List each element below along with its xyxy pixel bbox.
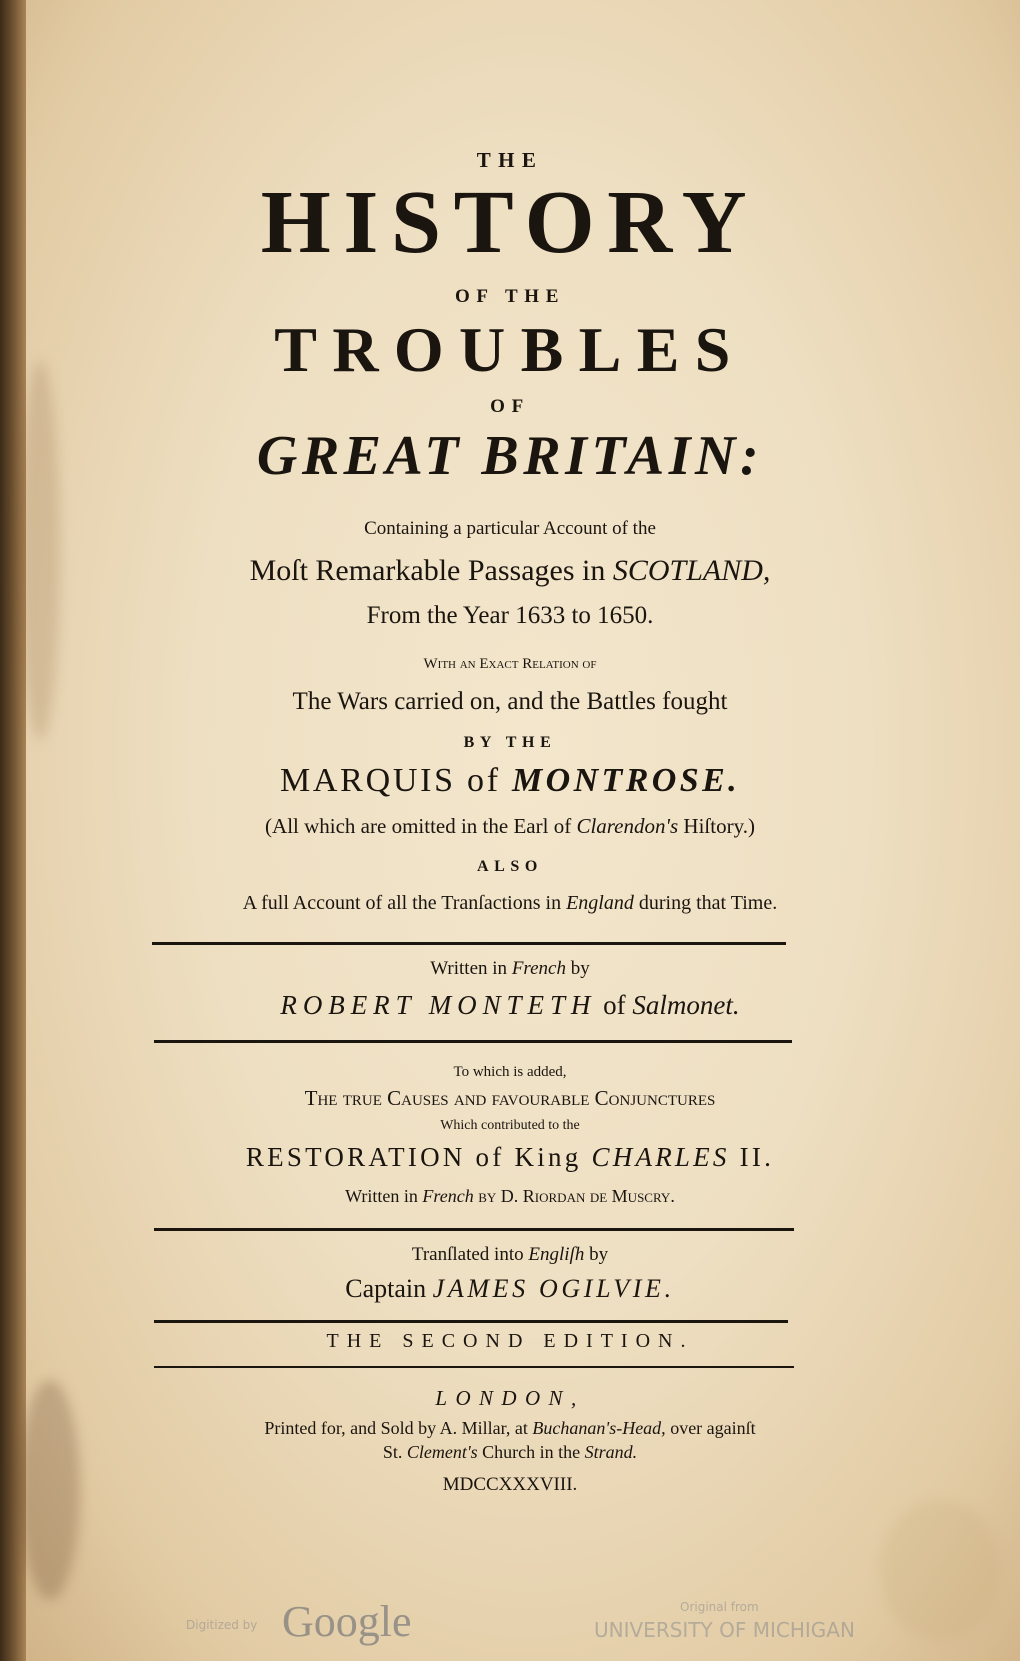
divider-rule bbox=[154, 1366, 794, 1368]
digitized-by-label: Digitized by bbox=[186, 1618, 258, 1632]
riordan-french: French bbox=[422, 1186, 474, 1206]
divider-rule bbox=[152, 942, 786, 945]
author-place: Salmonet. bbox=[632, 990, 740, 1020]
imprint-line1 bbox=[0, 1418, 1020, 1439]
title-history: HISTORY bbox=[260, 173, 760, 272]
author-name: ROBERT MONTETH bbox=[280, 990, 597, 1020]
captain-word: Captain bbox=[345, 1274, 427, 1303]
divider-rule bbox=[154, 1040, 792, 1043]
scotland-word: SCOTLAND, bbox=[612, 554, 771, 587]
charles-name: CHARLES bbox=[591, 1142, 730, 1172]
riordan-name: by D. Riordan de Muscry. bbox=[478, 1186, 675, 1206]
addition-line1: To which is added, bbox=[453, 1064, 567, 1080]
transactions-a: A full Account of all the Tranſactions in bbox=[242, 892, 562, 914]
clarendon-note bbox=[0, 814, 1020, 839]
translated-line bbox=[0, 1244, 1020, 1266]
imprint-line2-d: Strand. bbox=[584, 1442, 638, 1462]
translated-c: by bbox=[589, 1244, 609, 1265]
title-troubles: TROUBLES bbox=[274, 314, 746, 385]
imprint-line2-a: St. bbox=[382, 1442, 403, 1462]
imprint-line1-c: over againſt bbox=[670, 1418, 756, 1438]
title-of: OF bbox=[490, 396, 530, 417]
subtitle-line2-text: Moſt Remarkable Passages in bbox=[249, 554, 606, 587]
paper-stain bbox=[880, 1500, 1000, 1640]
translator-line bbox=[0, 1274, 1020, 1304]
subtitle-wars: The Wars carried on, and the Battles fought bbox=[292, 688, 728, 715]
author-line bbox=[0, 990, 1020, 1021]
written-in: Written in bbox=[430, 958, 508, 979]
england-word: England bbox=[566, 892, 634, 914]
riordan-line bbox=[0, 1186, 1020, 1207]
title-great-britain: GREAT BRITAIN: bbox=[256, 425, 764, 487]
imprint-line1-a: Printed for, and Sold by A. Millar, at bbox=[264, 1418, 528, 1438]
clarendon-note-a: (All which are omitted in the Earl of bbox=[265, 814, 572, 838]
clarendon-note-c: Hiſtory.) bbox=[683, 814, 755, 838]
title-the: THE bbox=[476, 148, 544, 172]
translator-name: JAMES OGILVIE. bbox=[432, 1274, 675, 1303]
subtitle-by-the: BY THE bbox=[463, 734, 557, 751]
marquis-text: MARQUIS of bbox=[279, 762, 501, 799]
imprint-line2-c: Church in the bbox=[482, 1442, 581, 1462]
subtitle-relation: With an Exact Relation of bbox=[423, 656, 597, 672]
imprint-line2-b: Clement's bbox=[406, 1442, 478, 1462]
england-transactions bbox=[0, 892, 1020, 915]
google-watermark: Google bbox=[282, 1597, 412, 1646]
title-of-the: OF THE bbox=[454, 286, 566, 307]
author-of: of bbox=[603, 990, 626, 1020]
montrose-name: MONTROSE. bbox=[512, 762, 741, 799]
imprint-line2 bbox=[0, 1442, 1020, 1463]
translated-a: Tranſlated into bbox=[411, 1244, 524, 1265]
transactions-c: during that Time. bbox=[638, 892, 778, 914]
imprint-line1-b: Buchanan's-Head, bbox=[532, 1418, 666, 1438]
divider-rule bbox=[154, 1228, 794, 1231]
restoration-line bbox=[0, 1142, 1020, 1173]
imprint-city: LONDON, bbox=[435, 1386, 585, 1410]
original-from-label: Original from bbox=[680, 1600, 759, 1614]
by-word: by bbox=[570, 958, 590, 979]
charles-numeral: II. bbox=[739, 1142, 775, 1172]
written-by-line bbox=[0, 958, 1020, 980]
also-word: ALSO bbox=[477, 858, 543, 875]
marquis-line bbox=[0, 762, 1020, 800]
restoration-text: RESTORATION of King bbox=[245, 1142, 582, 1172]
subtitle-line2 bbox=[0, 554, 1020, 588]
university-watermark: UNIVERSITY OF MICHIGAN bbox=[594, 1618, 855, 1642]
edition-line: THE SECOND EDITION. bbox=[326, 1330, 694, 1352]
imprint-year: MDCCXXXVIII. bbox=[442, 1474, 578, 1495]
french-word: French bbox=[511, 958, 566, 979]
clarendon-name: Clarendon's bbox=[576, 814, 679, 838]
addition-line2: The true Causes and favourable Conjunctures bbox=[304, 1086, 716, 1110]
divider-rule bbox=[154, 1320, 788, 1323]
riordan-a: Written in bbox=[345, 1186, 418, 1206]
subtitle-line1: Containing a particular Account of the bbox=[364, 518, 656, 539]
subtitle-year-range: From the Year 1633 to 1650. bbox=[366, 602, 654, 629]
english-word: Engliſh bbox=[528, 1244, 585, 1265]
addition-line3: Which contributed to the bbox=[440, 1118, 580, 1133]
